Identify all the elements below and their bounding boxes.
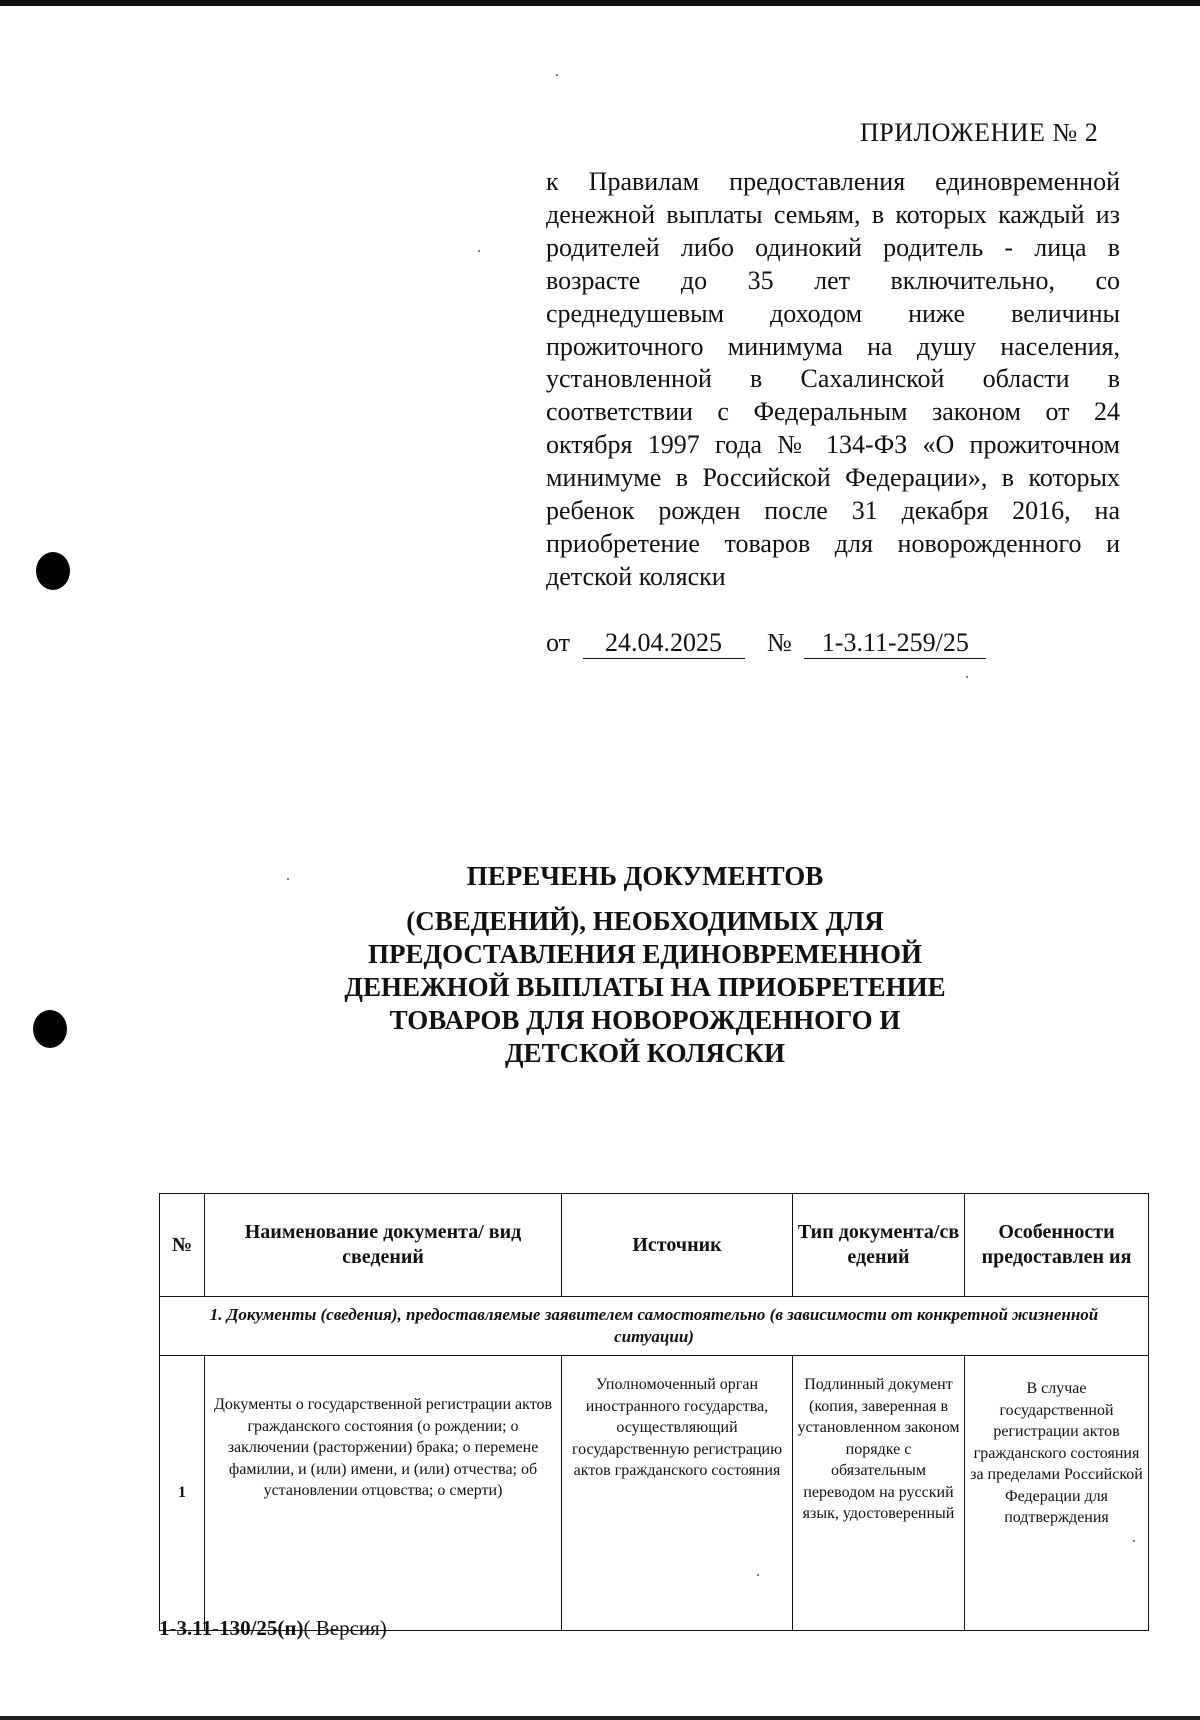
header-document-type: Тип документа/св едений [793, 1194, 965, 1297]
number-prefix: № [767, 628, 792, 657]
section-row [160, 1297, 1149, 1356]
row-document-name: Документы о государственной регистрации актов гражданского состояния (о рождении; о заключении (расторжении) брака; о перемене фамилии, и (или) имени, и (или) отчества; об установлении отцовства; о смерти) [205, 1356, 562, 1631]
header-number: № [160, 1194, 205, 1297]
documents-table [159, 1193, 1149, 1631]
scan-speck [966, 676, 968, 678]
header-document-name: Наименование документа/ вид сведений [205, 1194, 562, 1297]
scan-speck [478, 250, 480, 252]
footer-registration [159, 1616, 387, 1641]
punch-hole-upper [36, 552, 70, 590]
table-row [160, 1356, 1149, 1631]
annex-date-line [546, 628, 986, 659]
annex-number: 1-3.11-259/25 [804, 628, 986, 659]
annex-title: ПРИЛОЖЕНИЕ № 2 [860, 118, 1099, 147]
table-header-row [160, 1194, 1149, 1297]
row-document-type: Подлинный документ (копия, заверенная в установленном законом порядке с обязательным переводом на русский язык, удостоверенный [793, 1356, 965, 1631]
header-source: Источник [562, 1194, 793, 1297]
row-source: Уполномоченный орган иностранного государства, осуществляющий государственную регистрацию актов гражданского состояния [562, 1356, 793, 1631]
scan-speck [556, 74, 558, 76]
footer-version: ( Версия) [303, 1616, 387, 1640]
footer-code: 1-3.11-130/25(п) [159, 1616, 304, 1640]
header-features: Особенности предоставлен ия [965, 1194, 1149, 1297]
document-title [320, 860, 970, 1070]
scan-bottom-edge [0, 1716, 1200, 1720]
row-features: В случае государственной регистрации актов гражданского состояния за пределами Российской Федерации для подтверждения [965, 1356, 1149, 1631]
row-number: 1 [160, 1356, 205, 1631]
scan-top-edge [0, 0, 1200, 6]
scan-speck [287, 878, 289, 880]
document-title-line1: ПЕРЕЧЕНЬ ДОКУМЕНТОВ [466, 861, 824, 891]
document-title-line2: (СВЕДЕНИЙ), НЕОБХОДИМЫХ ДЛЯ ПРЕДОСТАВЛЕНИЯ ЕДИНОВРЕМЕННОЙ ДЕНЕЖНОЙ ВЫПЛАТЫ НА ПРИОБРЕТЕНИЕ ТОВАРОВ ДЛЯ НОВОРОЖДЕННОГО И ДЕТСКОЙ КОЛЯСКИ [344, 906, 946, 1068]
annex-date: 24.04.2025 [583, 628, 745, 659]
date-prefix: от [546, 628, 571, 657]
section-title: 1. Документы (сведения), предоставляемые заявителем самостоятельно (в зависимости от конкретной жизненной ситуации) [160, 1297, 1149, 1356]
annex-description: к Правилам предоставления единовременной денежной выплаты семьям, в которых каждый из родителей либо одинокий родитель - лица в возрасте до 35 лет включительно, со среднедушевым доходом ниже величины прожиточного минимума на душу населения, установленной в Сахалинской области в соответствии с Федеральным законом от 24 октября 1997 года № 134-ФЗ «О прожиточном минимуме в Российской Федерации», в которых ребенок рожден после 31 декабря 2016, на приобретение товаров для новорожденного и детской коляски [546, 167, 1120, 591]
punch-hole-lower [33, 1010, 67, 1048]
